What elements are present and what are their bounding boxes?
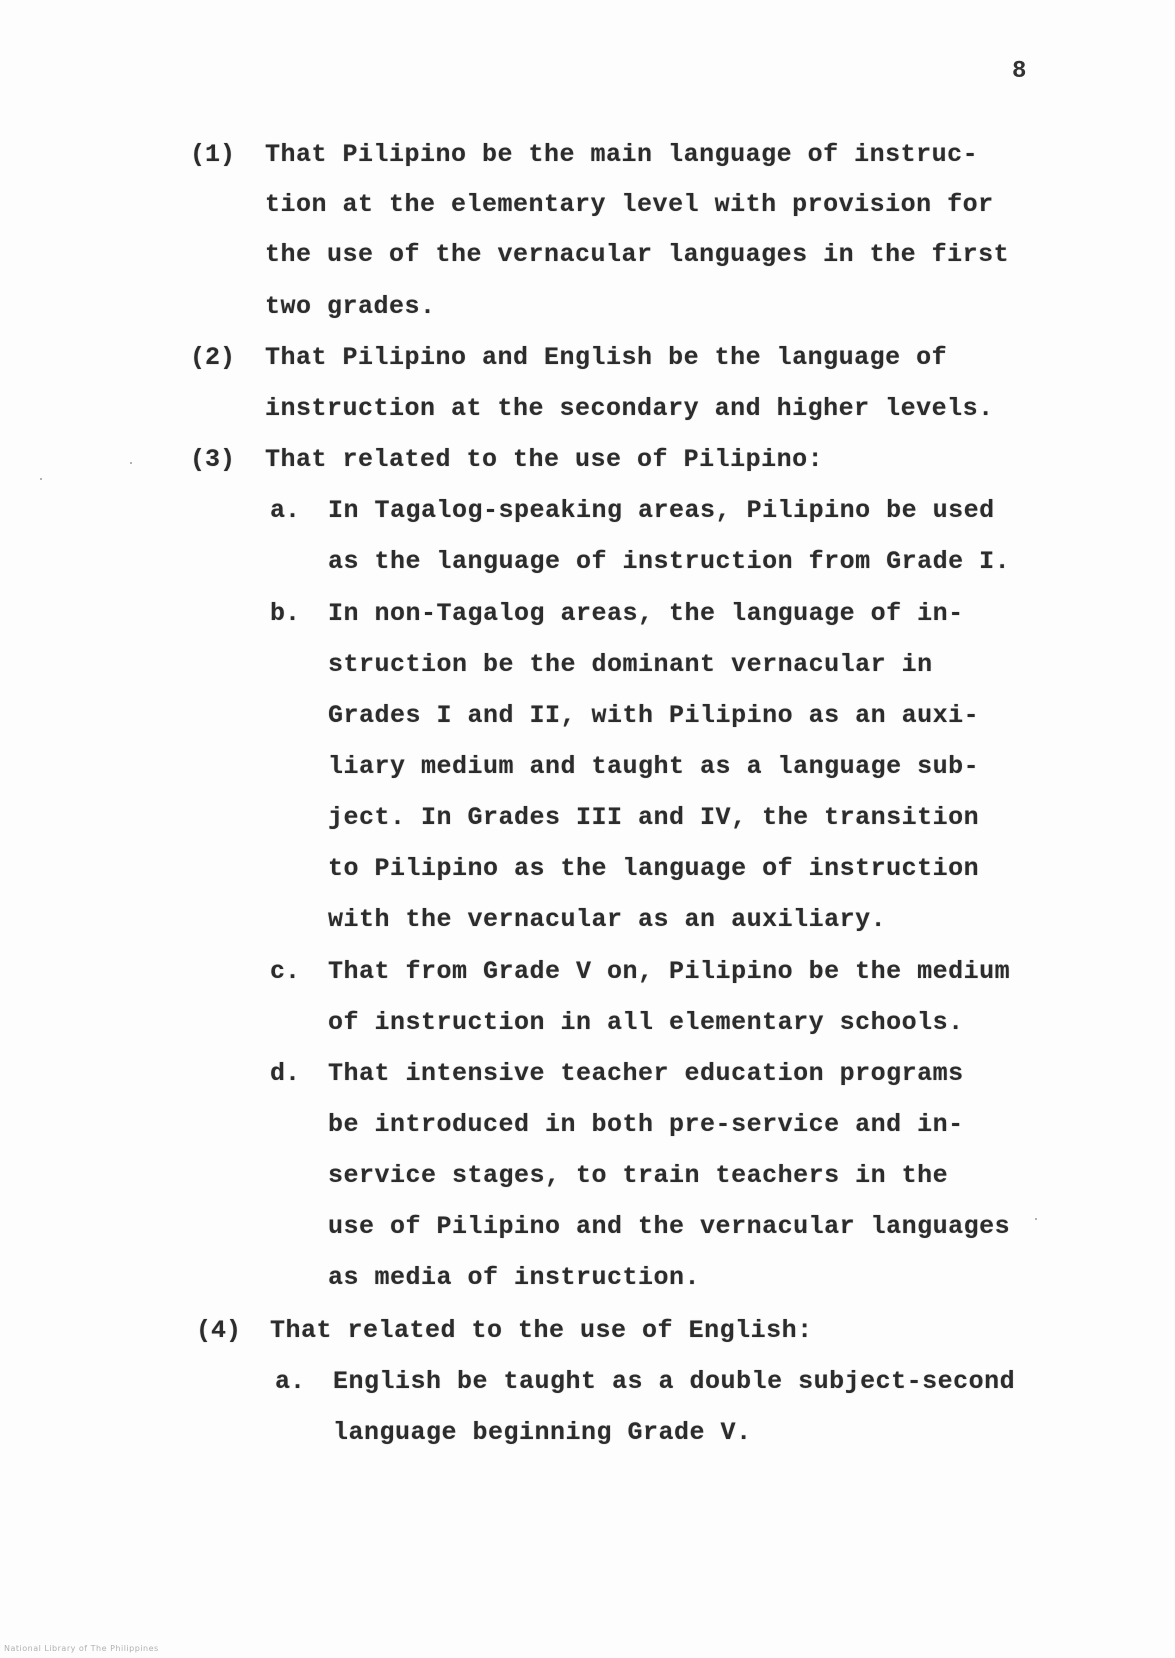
item-marker-1: (1) — [190, 140, 236, 169]
scan-speck — [130, 462, 132, 464]
page-number: 8 — [1012, 58, 1027, 85]
subitem-3c-line-1: That from Grade V on, Pilipino be the medium — [328, 957, 1011, 986]
subitem-3c-line-2: of instruction in all elementary schools. — [328, 1008, 964, 1037]
subitem-3b-line-6: to Pilipino as the language of instruction — [328, 854, 980, 883]
archive-footer-stamp: National Library of The Philippines — [4, 1644, 159, 1653]
item-1-line-3: the use of the vernacular languages in the first — [265, 240, 1010, 269]
subitem-3b-line-2: struction be the dominant vernacular in — [328, 650, 933, 679]
item-marker-3: (3) — [190, 445, 236, 474]
item-3-line-1: That related to the use of Pilipino: — [265, 445, 824, 474]
subitem-3d-line-3: service stages, to train teachers in the — [328, 1161, 949, 1190]
subitem-4a-line-2: language beginning Grade V. — [333, 1418, 752, 1447]
scan-speck — [40, 478, 42, 480]
item-4-line-1: That related to the use of English: — [270, 1316, 813, 1345]
subitem-3c-marker: c. — [270, 957, 301, 986]
item-1-line-4: two grades. — [265, 292, 436, 321]
subitem-3d-line-2: be introduced in both pre-service and in- — [328, 1110, 964, 1139]
subitem-3d-marker: d. — [270, 1059, 301, 1088]
item-2-line-1: That Pilipino and English be the language of — [265, 343, 948, 372]
subitem-3a-line-1: In Tagalog-speaking areas, Pilipino be used — [328, 496, 995, 525]
item-marker-2: (2) — [190, 343, 236, 372]
subitem-3b-line-3: Grades I and II, with Pilipino as an auxi- — [328, 701, 980, 730]
subitem-3b-line-5: ject. In Grades III and IV, the transition — [328, 803, 980, 832]
item-1-line-1: That Pilipino be the main language of instruc- — [265, 140, 979, 169]
scan-speck — [1035, 1218, 1037, 1220]
subitem-3d-line-4: use of Pilipino and the vernacular languages — [328, 1212, 1011, 1241]
subitem-3b-line-7: with the vernacular as an auxiliary. — [328, 905, 887, 934]
subitem-3b-line-1: In non-Tagalog areas, the language of in- — [328, 599, 964, 628]
subitem-3d-line-1: That intensive teacher education programs — [328, 1059, 964, 1088]
subitem-3b-marker: b. — [270, 599, 301, 628]
subitem-4a-marker: a. — [275, 1367, 306, 1396]
item-2-line-2: instruction at the secondary and higher levels. — [265, 394, 994, 423]
item-1-line-2: tion at the elementary level with provision for — [265, 190, 994, 219]
subitem-3d-line-5: as media of instruction. — [328, 1263, 701, 1292]
subitem-3b-line-4: liary medium and taught as a language sub- — [328, 752, 980, 781]
subitem-4a-line-1: English be taught as a double subject-second — [333, 1367, 1016, 1396]
subitem-3a-line-2: as the language of instruction from Grade I. — [328, 547, 1011, 576]
item-marker-4: (4) — [196, 1316, 242, 1345]
subitem-3a-marker: a. — [270, 496, 301, 525]
